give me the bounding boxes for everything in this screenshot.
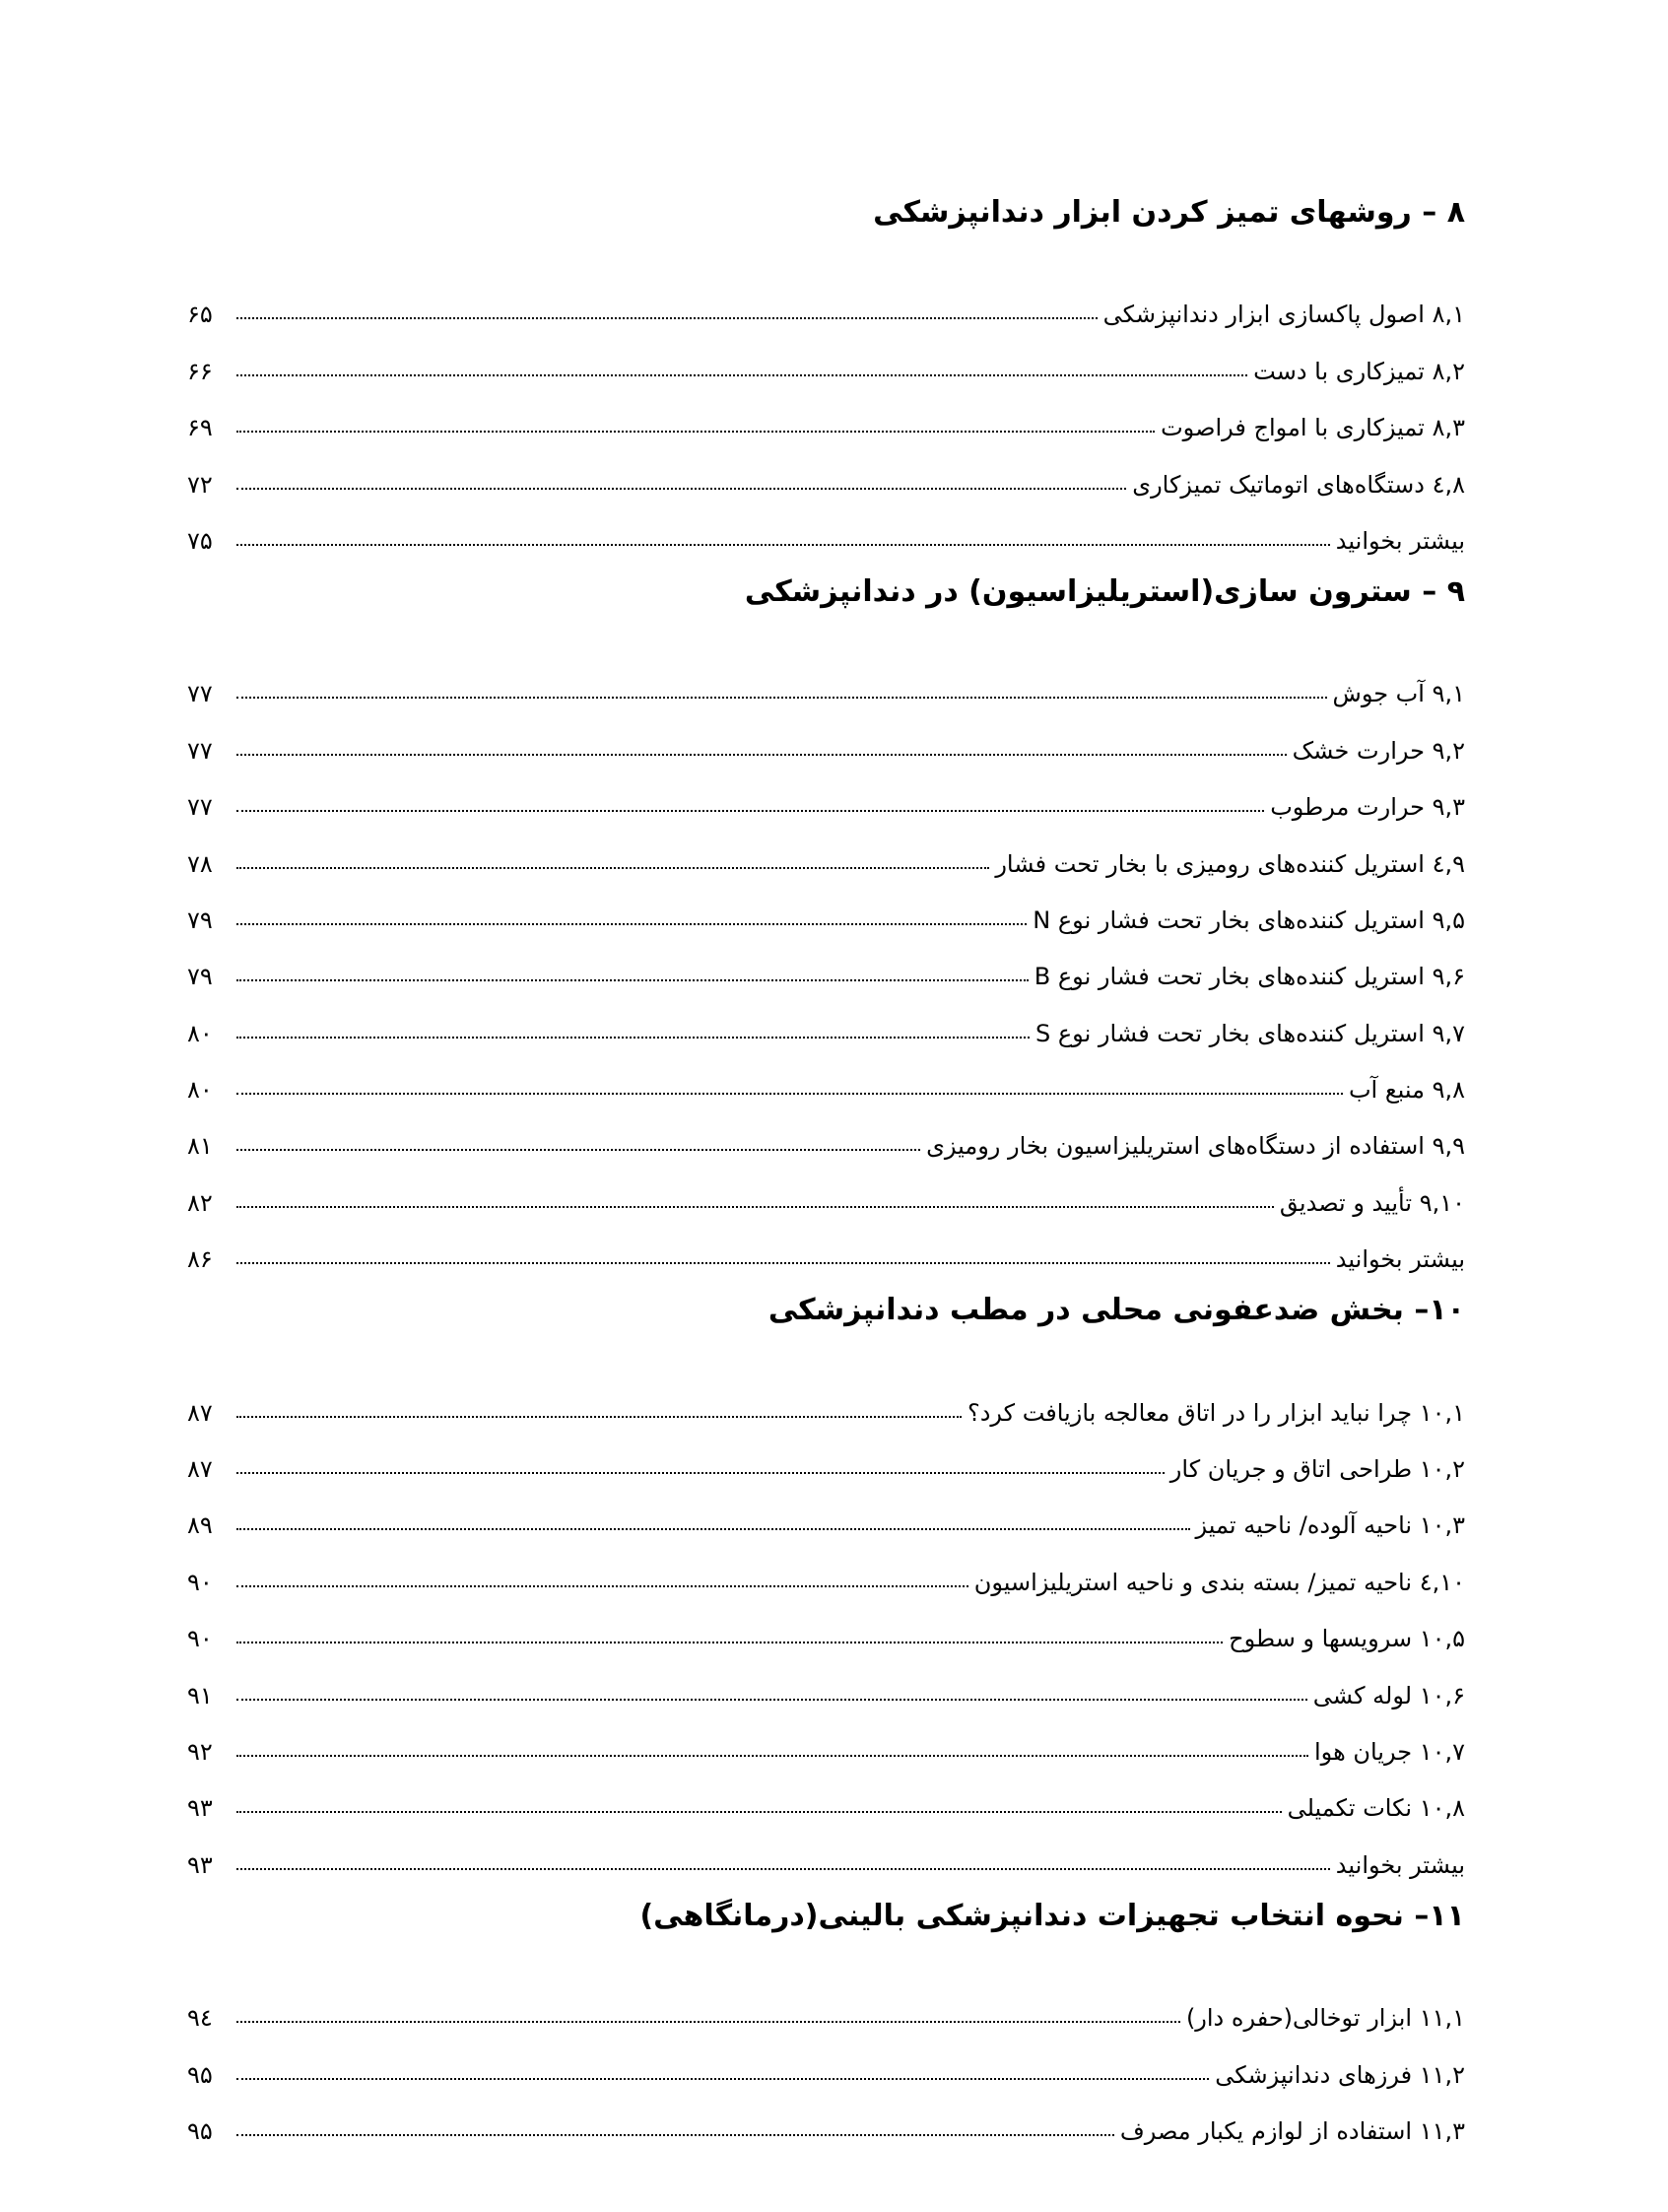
entry-label: ۹,۷ استریل کننده‌های بخار تحت فشار نوع S	[1034, 1019, 1465, 1047]
entry-page: ۹۰	[187, 1568, 213, 1596]
toc-entry[interactable]	[187, 2032, 1465, 2088]
entry-label: ۹,۸ منبع آب	[1348, 1076, 1465, 1105]
toc-entry[interactable]	[187, 651, 1465, 707]
entry-page: ۹۲	[187, 1737, 213, 1766]
toc-entry[interactable]	[187, 1047, 1465, 1104]
entry-label: ۱۰,۵ سرویسها و سطوح	[1229, 1625, 1465, 1653]
dot-leader	[236, 373, 1247, 376]
toc-entry[interactable]	[187, 385, 1465, 441]
entry-label: بیشتر بخوانید	[1335, 1850, 1465, 1879]
toc-entry[interactable]	[187, 2089, 1465, 2145]
entry-page: ۶۵	[187, 301, 213, 329]
toc-entry[interactable]	[187, 765, 1465, 821]
dot-leader	[236, 1148, 920, 1151]
toc-entry[interactable]	[187, 1483, 1465, 1539]
dot-leader	[236, 1584, 968, 1587]
dot-leader	[236, 1867, 1330, 1870]
entry-label: ۱۰,۱ چرا نباید ابزار را در اتاق معالجه بازیافت کرد؟	[967, 1398, 1465, 1427]
dot-leader	[236, 430, 1155, 433]
entry-page: ۸۶	[187, 1245, 213, 1274]
entry-page: ۸۲	[187, 1188, 213, 1217]
dot-leader	[236, 487, 1126, 490]
entry-label: ۹,۵ استریل کننده‌های بخار تحت فشار نوع N	[1033, 905, 1465, 934]
dot-leader	[236, 2133, 1114, 2136]
entry-page: ۷۹	[187, 963, 213, 991]
entry-label: ۹,۶ استریل کننده‌های بخار تحت فشار نوع B	[1034, 963, 1465, 991]
toc-entry[interactable]	[187, 1104, 1465, 1160]
entry-label: ۱۰,٤ ناحیه تمیز/ بسته بندی و ناحیه استریلیزاسیون	[973, 1568, 1465, 1596]
entry-label: ۱۰,۳ ناحیه آلوده/ ناحیه تمیز	[1195, 1511, 1465, 1540]
toc-entry[interactable]	[187, 328, 1465, 384]
toc-entry[interactable]	[187, 934, 1465, 990]
entry-page: ۹۰	[187, 1625, 213, 1653]
dot-leader	[236, 753, 1287, 756]
toc-entry[interactable]	[187, 990, 1465, 1046]
entry-label: ۸,۱ اصول پاکسازی ابزار دندانپزشکی	[1102, 301, 1465, 329]
entry-page: ۸۰	[187, 1076, 213, 1105]
entry-label: ۹,۲ حرارت خشک	[1292, 736, 1465, 765]
dot-leader	[236, 1261, 1330, 1264]
entry-label: ۸,۳ تمیزکاری با امواج فراصوت	[1161, 414, 1465, 442]
toc-entry[interactable]	[187, 1539, 1465, 1595]
section-title: ۱۱– نحوه انتخاب تجهیزات دندانپزشکی بالینی(درمانگاهی)	[639, 1898, 1465, 1933]
toc-entry[interactable]	[187, 707, 1465, 764]
dot-leader	[236, 809, 1264, 812]
table-of-contents	[187, 193, 1465, 2145]
toc-section-10	[187, 1291, 1465, 1879]
entry-page: ۹۵	[187, 2116, 213, 2145]
entry-page: ۹۳	[187, 1850, 213, 1879]
entry-page: ۷۷	[187, 736, 213, 765]
dot-leader	[236, 1036, 1030, 1039]
entry-page: ۹۵	[187, 2060, 213, 2089]
entry-page: ۶۶	[187, 357, 213, 385]
toc-entry[interactable]	[187, 1766, 1465, 1822]
dot-leader	[236, 696, 1327, 699]
entry-page: ۷۸	[187, 849, 213, 878]
entry-page: ۷۹	[187, 905, 213, 934]
dot-leader	[236, 1641, 1223, 1643]
toc-entry[interactable]	[187, 1976, 1465, 2032]
toc-entry[interactable]	[187, 1427, 1465, 1483]
toc-section-11	[187, 1897, 1465, 2145]
entry-page: ۸۷	[187, 1455, 213, 1484]
section-title: ۱۰– بخش ضدعفونی محلی در مطب دندانپزشکی	[767, 1293, 1465, 1328]
dot-leader	[236, 316, 1098, 319]
toc-entry[interactable]	[187, 1370, 1465, 1426]
toc-entry[interactable]	[187, 1160, 1465, 1216]
entry-label: ۹,۳ حرارت مرطوب	[1270, 793, 1465, 822]
toc-entry[interactable]	[187, 272, 1465, 328]
entry-page: ۹٤	[187, 2004, 213, 2033]
dot-leader	[236, 1092, 1343, 1095]
dot-leader	[236, 2077, 1209, 2080]
entry-page: ۷۵	[187, 526, 213, 555]
entry-page: ۸۰	[187, 1019, 213, 1047]
dot-leader	[236, 1698, 1307, 1701]
entry-label: ۱۰,۲ طراحی اتاق و جریان کار	[1169, 1455, 1465, 1484]
entry-label: ۱۰,۸ نکات تکمیلی	[1287, 1794, 1465, 1823]
dot-leader	[236, 1471, 1165, 1474]
entry-label: ۱۱,۲ فرزهای دندانپزشکی	[1215, 2060, 1465, 2089]
dot-leader	[236, 1810, 1282, 1813]
entry-label: ۱۱,۳ استفاده از لوازم یکبار مصرف	[1119, 2116, 1465, 2145]
entry-page: ۸۹	[187, 1511, 213, 1540]
toc-entry[interactable]	[187, 441, 1465, 498]
toc-entry[interactable]	[187, 499, 1465, 555]
entry-page: ۹۳	[187, 1794, 213, 1823]
toc-section-9	[187, 572, 1465, 1273]
dot-leader	[236, 1205, 1274, 1208]
entry-page: ۷۲	[187, 470, 213, 499]
entry-label: ۹,۱۰ تأیید و تصدیق	[1279, 1188, 1465, 1217]
toc-entry[interactable]	[187, 1596, 1465, 1652]
toc-entry[interactable]	[187, 1822, 1465, 1878]
toc-entry[interactable]	[187, 1217, 1465, 1273]
toc-entry[interactable]	[187, 878, 1465, 934]
toc-entry[interactable]	[187, 821, 1465, 877]
entry-label: ۱۱,۱ ابزار توخالی(حفره دار)	[1185, 2004, 1465, 2033]
section-title: ۹ – سترون سازی(استریلیزاسیون) در دندانپزشکی	[744, 573, 1465, 609]
entry-label: ۸,٤ دستگاه‌های اتوماتیک تمیزکاری	[1132, 470, 1465, 499]
dot-leader	[236, 978, 1029, 981]
entry-label: ۸,۲ تمیزکاری با دست	[1253, 357, 1465, 385]
entry-label: ۱۰,۷ جریان هوا	[1314, 1737, 1465, 1766]
entry-label: ۹,۹ استفاده از دستگاه‌های استریلیزاسیون بخار رومیزی	[926, 1132, 1465, 1161]
entry-label: ۹,٤ استریل کننده‌های رومیزی با بخار تحت فشار	[995, 849, 1465, 878]
toc-entry[interactable]	[187, 1709, 1465, 1766]
dot-leader	[236, 2020, 1180, 2023]
entry-page: ۷۷	[187, 680, 213, 708]
section-title: ۸ – روشهای تمیز کردن ابزار دندانپزشکی	[873, 195, 1465, 230]
entry-label: بیشتر بخوانید	[1335, 526, 1465, 555]
entry-page: ۸۷	[187, 1398, 213, 1427]
dot-leader	[236, 922, 1027, 925]
toc-entry[interactable]	[187, 1652, 1465, 1709]
entry-page: ۷۷	[187, 793, 213, 822]
dot-leader	[236, 866, 989, 869]
dot-leader	[236, 543, 1330, 546]
toc-section-8	[187, 193, 1465, 555]
entry-label: بیشتر بخوانید	[1335, 1245, 1465, 1274]
entry-label: ۱۰,۶ لوله کشی	[1312, 1681, 1465, 1709]
entry-label: ۹,۱ آب جوش	[1332, 680, 1465, 708]
entry-page: ۹۱	[187, 1681, 213, 1709]
dot-leader	[236, 1527, 1190, 1530]
entry-page: ۸۱	[187, 1132, 213, 1161]
entry-page: ۶۹	[187, 414, 213, 442]
dot-leader	[236, 1754, 1308, 1757]
dot-leader	[236, 1415, 962, 1418]
